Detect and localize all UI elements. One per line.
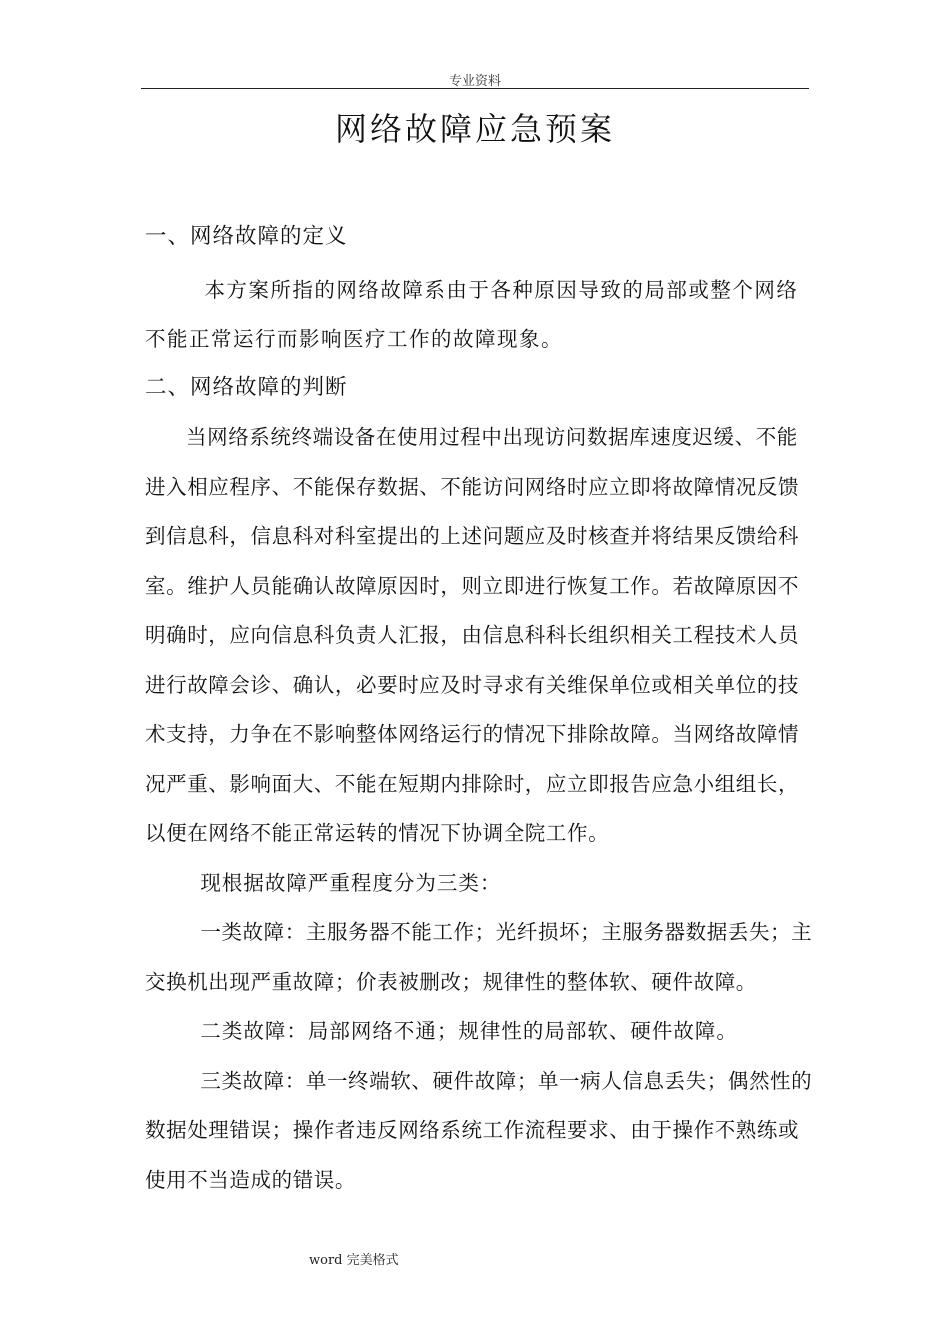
paragraph-definition: 本方案所指的网络故障系由于各种原因导致的局部或整个网络不能正常运行而影响医疗工作的故障现象。 [145, 277, 799, 351]
section-heading-definition: 一、网络故障的定义 [145, 224, 348, 249]
classification-intro: 现根据故障严重程度分为三类： [200, 870, 502, 895]
class-three-fault: 三类故障：单一终端软、硬件故障；单一病人信息丢失；偶然性的数据处理错误；操作者违反网络系统工作流程要求、由于操作不熟练或使用不当造成的错误。 [145, 1068, 813, 1192]
class-two-fault: 二类故障：局部网络不通；规律性的局部软、硬件故障。 [200, 1019, 738, 1043]
document-body [145, 212, 813, 1205]
page-footer: word 完美格式 [309, 1253, 399, 1268]
class-one-fault: 一类故障：主服务器不能工作；光纤损坏；主服务器数据丢失；主交换机出现严重故障；价表被删改；规律性的整体软、硬件故障。 [145, 920, 813, 994]
paragraph-judgment: 当网络系统终端设备在使用过程中出现访问数据库速度迟缓、不能进入相应程序、不能保存数据、不能访问网络时应立即将故障情况反馈到信息科，信息科对科室提出的上述问题应及时核查并将结果反馈给科室。维护人员能确认故障原因时，则立即进行恢复工作。若故障原因不明确时，应向信息科负责人汇报，由信息科科长组织相关工程技术人员进行故障会诊、确认，必要时应及时寻求有关维保单位或相关单位的技术支持，力争在不影响整体网络运行的情况下排除故障。当网络故障情况严重、影响面大、不能在短期内排除时，应立即报告应急小组组长，以便在网络不能正常运转的情况下协调全院工作。 [145, 425, 800, 845]
document-title: 网络故障应急预案 [334, 110, 615, 148]
section-heading-judgment: 二、网络故障的判断 [145, 374, 348, 400]
header-divider [141, 88, 809, 89]
page-header: 专业资料 [448, 74, 501, 89]
